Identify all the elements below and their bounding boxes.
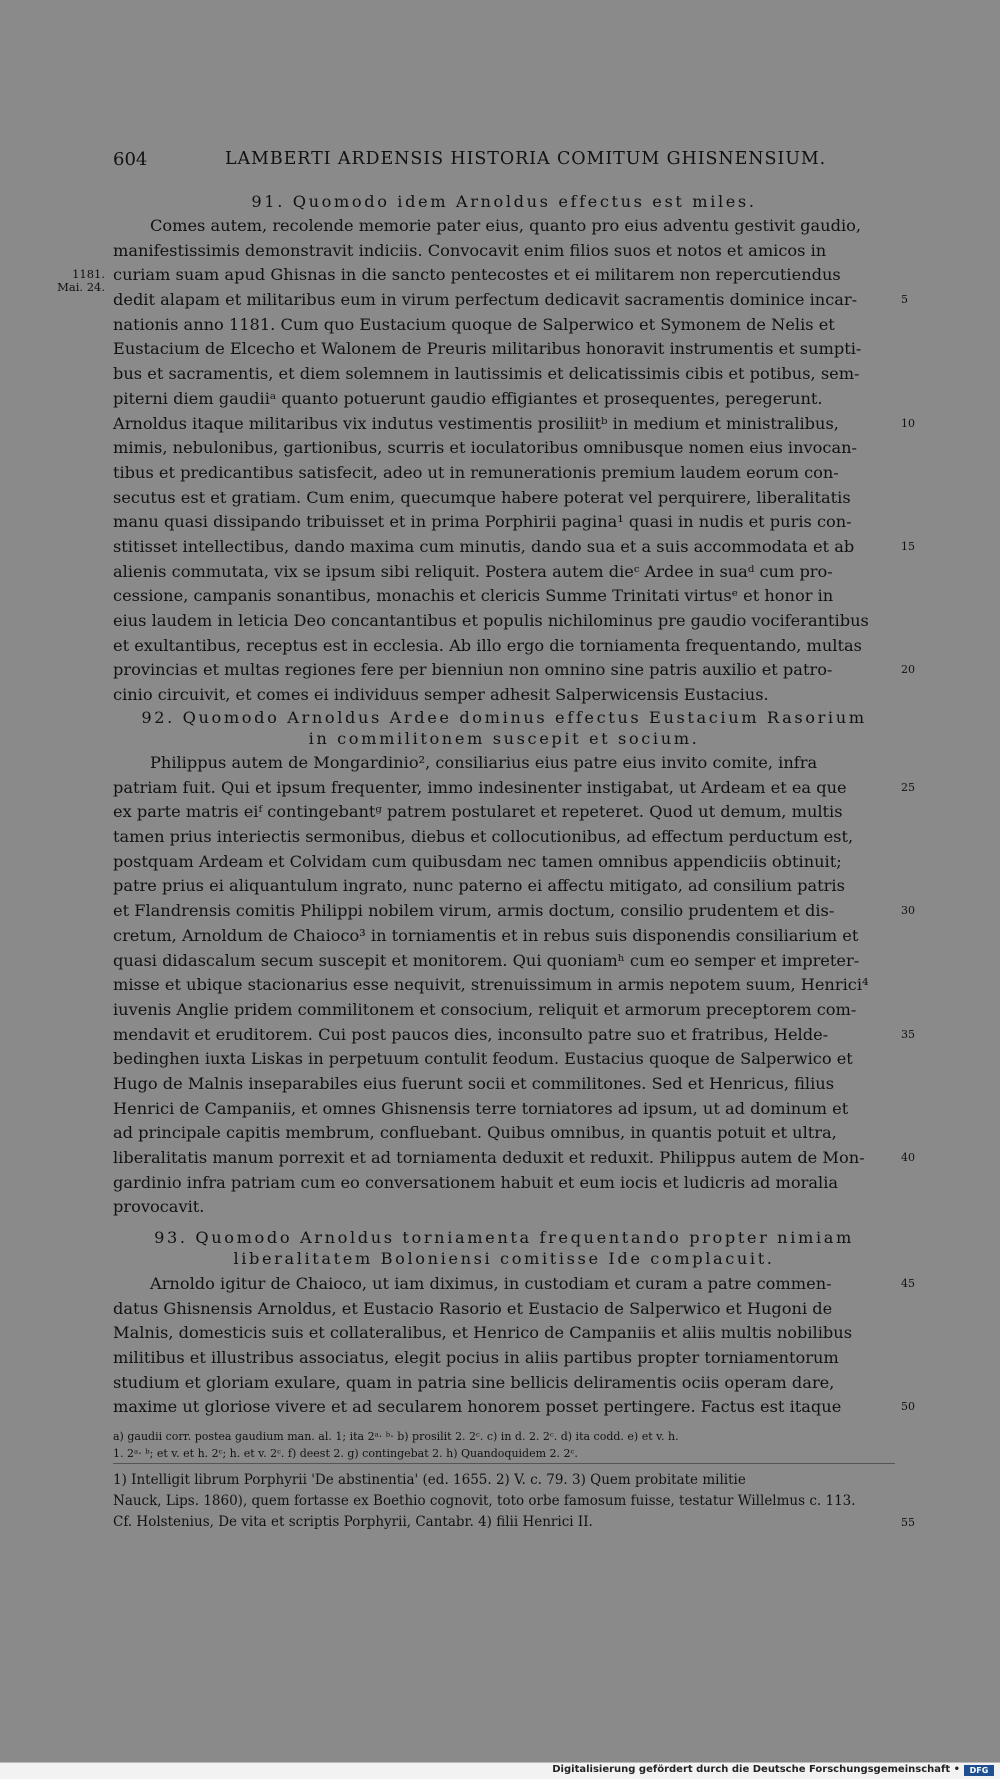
line-number: 40 bbox=[901, 1151, 915, 1164]
text-line: Hugo de Malnis inseparabiles eius fuerunt socii et commilitones. Sed et Henricus, filius bbox=[113, 1073, 835, 1093]
footer-credit: Digitalisierung gefördert durch die Deutsche Forschungsgemeinschaft • bbox=[552, 1764, 960, 1775]
line-number: 10 bbox=[901, 416, 915, 430]
line-number: 20 bbox=[901, 663, 915, 677]
text-line: secutus est et gratiam. Cum enim, quecumque habere poterat vel perquirere, liberalitatis bbox=[113, 487, 851, 507]
text-line: patre prius ei aliquantulum ingrato, nunc paterno ei affectu mitigato, ad consilium patris bbox=[113, 876, 845, 896]
text-line: et Flandrensis comitis Philippi nobilem virum, armis doctum, consilio prudentem et dis- 30 bbox=[113, 899, 895, 924]
footnote-divider bbox=[113, 1463, 895, 1464]
chapter-93-text bbox=[113, 1272, 915, 1420]
text-line: cessione, campanis sonantibus, monachis et clericis Summe Trinitati virtusᵉ et honor in bbox=[113, 586, 834, 606]
text-line: curiam suam apud Ghisnas in die sancto pentecostes et ei militarem non repercutiendus bbox=[113, 265, 841, 285]
text-line: manu quasi dissipando tribuisset et in prima Porphirii pagina¹ quasi in nudis et puris con- bbox=[113, 512, 852, 532]
chapter-title-line: 92. Quomodo Arnoldus Ardee dominus effectus Eustacium Rasorium bbox=[141, 708, 867, 727]
text-line: Henrici de Campaniis, et omnes Ghisnensis terre torniatores ad ipsum, ut ad dominum et bbox=[113, 1098, 849, 1118]
footnote-line: 1) Intelligit librum Porphyrii 'De abstinentia' (ed. 1655. 2) V. c. 79. 3) Quem probitate militie bbox=[113, 1472, 746, 1488]
text-line: alienis commutata, vix se ipsum sibi reliquit. Postera autem dieᶜ Ardee in suaᵈ cum pro- bbox=[113, 561, 833, 581]
page-number: 604 bbox=[113, 149, 148, 170]
chapter-91-text bbox=[113, 214, 915, 708]
running-title: LAMBERTI ARDENSIS HISTORIA COMITUM GHISNENSIUM. bbox=[225, 149, 827, 169]
text-line: ex parte matris eiᶠ contingebantᵍ patrem postularet et repeteret. Quod ut demum, multis bbox=[113, 802, 843, 822]
text-line: piterni diem gaudiiᵃ quanto potuerunt gaudio effigiantes et prosequentes, peregerunt. bbox=[113, 388, 823, 408]
line-number: 30 bbox=[901, 904, 915, 918]
line-number: 50 bbox=[901, 1400, 915, 1414]
text-line: Arnoldus itaque militaribus vix indutus vestimentis prosiliitᵇ in medium et ministralibus, 10 bbox=[113, 412, 895, 437]
text-line: liberalitatis manum porrexit et ad torniamenta deduxit et reduxit. Philippus autem de Mon- 40 bbox=[113, 1146, 895, 1171]
text-line: Eustacium de Elcecho et Walonem de Preuris militaribus honoravit instrumentis et sumpti- bbox=[113, 339, 862, 359]
chapter-title-line: in commilitonem suscepit et socium. bbox=[308, 729, 700, 748]
text-line: studium et gloriam exulare, quam in patria sine bellicis deliramentis ociis operam dare, bbox=[113, 1372, 835, 1392]
apparatus-line: a) gaudii corr. postea gaudium man. al. 1; ita 2ᵃ· ᵇ· b) prosilit 2. 2ᶜ. c) in d. 2. 2ᶜ. d) ita codd. e) et v. h. bbox=[113, 1430, 679, 1443]
text-line: mendavit et eruditorem. Cui post paucos dies, inconsulto patre suo et fratribus, Helde- 35 bbox=[113, 1023, 895, 1048]
text-line: Comes autem, recolende memorie pater eius, quanto pro eius adventu gestivit gaudio, bbox=[150, 216, 862, 235]
text-line: tibus et predicantibus satisfecit, adeo ut in remunerationis premium laudem eorum con- bbox=[113, 462, 839, 482]
text-line: provocavit. bbox=[113, 1197, 205, 1217]
line-number: 45 bbox=[901, 1277, 915, 1290]
text-line: gardinio infra patriam cum eo conversationem habuit et eum iocis et ludicris ad moralia bbox=[113, 1172, 839, 1192]
chapter-title-line: liberalitatem Boloniensi comitisse Ide complacuit. bbox=[233, 1249, 775, 1268]
text-line: provincias et multas regiones fere per bienniun non omnino sine patris auxilio et patro- 20 bbox=[113, 658, 895, 683]
text-line: maxime ut gloriose vivere et ad secularem honorem posset pertingere. Factus est itaque 50 bbox=[113, 1395, 895, 1420]
line-number: 35 bbox=[901, 1027, 915, 1041]
text-line: misse et ubique stacionarius esse nequivit, strenuissimum in armis nepotem suum, Henrici⁴ bbox=[113, 975, 869, 995]
text-line: eius laudem in leticia Deo concantantibus et populis nichilominus pre gaudio vociferantibus bbox=[113, 611, 869, 630]
text-line: Malnis, domesticis suis et collateralibus, et Henrico de Campaniis et aliis multis nobilibus bbox=[113, 1323, 853, 1343]
text-line: patriam fuit. Qui et ipsum frequenter, immo indesinenter instigabat, ut Ardeam et ea que 25 bbox=[113, 776, 895, 801]
text-line: Arnoldo igitur de Chaioco, ut iam diximus, in custodiam et curam a patre commen- 45 bbox=[113, 1272, 895, 1297]
text-line: mimis, nebulonibus, gartionibus, scurris et ioculatoribus omnibusque nomen eius invocan- bbox=[113, 438, 858, 458]
text-line: quasi didascalum secum suscepit et monitorem. Qui quoniamʰ cum eo semper et impreter- bbox=[113, 950, 860, 970]
footnote-line: Cf. Holstenius, De vita et scriptis Porphyrii, Cantabr. 4) filii Henrici II. 55 bbox=[113, 1512, 903, 1533]
text-line: datus Ghisnensis Arnoldus, et Eustacio Rasorio et Eustacio de Salperwico et Hugoni de bbox=[113, 1298, 833, 1318]
chapter-93-title bbox=[113, 1227, 895, 1269]
chapter-title-line: 93. Quomodo Arnoldus torniamenta frequentando propter nimiam bbox=[154, 1228, 854, 1247]
text-line: cretum, Arnoldum de Chaioco³ in torniamentis et in rebus suis disponendis consiliarium et bbox=[113, 925, 859, 945]
margin-date-note bbox=[50, 268, 105, 294]
critical-apparatus bbox=[113, 1428, 903, 1462]
text-line: militibus et illustribus associatus, elegit pocius in aliis partibus propter torniamentorum bbox=[113, 1348, 839, 1368]
footnote-line: Nauck, Lips. 1860), quem fortasse ex Boethio cognovit, toto orbe famosum fuisse, testatur Willelmus c. 113. bbox=[113, 1493, 856, 1509]
text-line: iuvenis Anglie pridem commilitonem et consocium, reliquit et armorum preceptorem com- bbox=[113, 999, 857, 1019]
margin-year: 1181. bbox=[72, 267, 105, 281]
dfg-logo-icon[interactable]: DFG bbox=[964, 1765, 994, 1776]
digitization-footer bbox=[0, 1762, 1000, 1779]
margin-day: Mai. 24. bbox=[57, 280, 105, 294]
text-line: et exultantibus, receptus est in ecclesia. Ab illo ergo die torniamenta frequentando, multas bbox=[113, 635, 862, 655]
text-line: bus et sacramentis, et diem solemnem in lautissimis et delicatissimis cibis et potibus, sem- bbox=[113, 364, 860, 384]
line-number: 25 bbox=[901, 780, 915, 794]
text-line: tamen prius interiectis sermonibus, diebus et collocutionibus, ad effectum perductum est, bbox=[113, 827, 854, 847]
text-line: ad principale capitis membrum, confluebant. Quibus omnibus, in quantis potuit et ultra, bbox=[113, 1123, 837, 1143]
text-line: nationis anno 1181. Cum quo Eustacium quoque de Salperwico et Symonem de Nelis et bbox=[113, 314, 835, 334]
chapter-92-title bbox=[113, 707, 895, 749]
text-line: Philippus autem de Mongardinio², consiliarius eius patre eius invito comite, infra bbox=[150, 753, 818, 772]
line-number: 55 bbox=[901, 1516, 915, 1529]
text-line: stitisset intellectibus, dando maxima cum minutis, dando sua et a suis accommodata et ab 15 bbox=[113, 535, 895, 560]
text-line: postquam Ardeam et Colvidam cum quibusdam nec tamen omnibus appendiciis obtinuit; bbox=[113, 851, 842, 871]
chapter-91-title bbox=[113, 191, 895, 212]
chapter-title-line: 91. Quomodo idem Arnoldus effectus est miles. bbox=[251, 192, 757, 211]
chapter-92-text bbox=[113, 751, 915, 1269]
footnotes bbox=[113, 1470, 915, 1533]
line-number: 5 bbox=[901, 293, 908, 307]
text-line: manifestissimis demonstravit indiciis. Convocavit enim filios suos et notos et amicos in bbox=[113, 240, 827, 260]
line-number: 15 bbox=[901, 539, 915, 553]
apparatus-line: 1. 2ᵃ· ᵇ; et v. et h. 2ᶜ; h. et v. 2ᶜ. f) deest 2. g) contingebat 2. h) Quandoquidem 2. 2ᶜ. bbox=[113, 1447, 578, 1460]
text-line: bedinghen iuxta Liskas in perpetuum contulit feodum. Eustacius quoque de Salperwico et bbox=[113, 1049, 853, 1069]
text-line: cinio circuivit, et comes ei individuus semper adhesit Salperwicensis Eustacius. bbox=[113, 685, 769, 705]
page-header bbox=[113, 149, 913, 177]
text-line: dedit alapam et militaribus eum in virum perfectum dedicavit sacramentis dominice incar- 5 bbox=[113, 288, 895, 313]
